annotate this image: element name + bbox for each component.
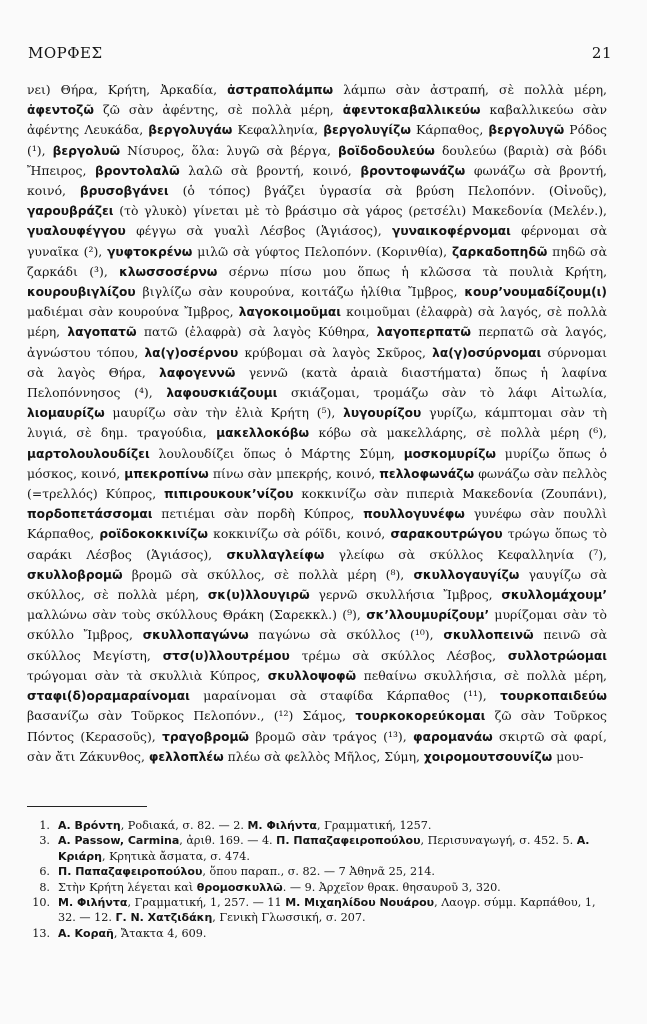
text-run: , ὅπου παραπ., σ. 82. — 7 Ἀθηνᾶ 25, 214.: [202, 865, 435, 879]
text-run: πηδῶ σὰ ζαρκάδι (³),: [27, 243, 607, 279]
text-run: Νίσυρος, ὅλα: λυγῶ σὰ βέργα,: [120, 142, 338, 158]
text-run: , Ροδιακά, σ. 82. — 2.: [120, 819, 248, 832]
headword: χοιρομουτσουνίζω: [423, 749, 553, 764]
text-run: , Γραμματική, 1257.: [316, 819, 432, 832]
footnote-text: [58, 864, 609, 879]
footnote: [24, 833, 609, 864]
body-text: [27, 80, 607, 767]
headword: σκυλλογαυγίζω: [413, 567, 520, 582]
headword: γυναικοφέρνομαι: [392, 224, 511, 239]
headword: Α. Κριάρη: [58, 834, 590, 863]
text-run: (ὁ τόπος) βγάζει ὑγρασία σὰ βρύση Πελοπόνν. (Οἰνοῦς),: [168, 183, 607, 199]
headword: ἀστραπολάμπω: [227, 83, 334, 97]
footnote-text: [58, 926, 609, 941]
footnote-number: 6.: [39, 865, 50, 879]
text-run: λάμπω σὰν ἀστραπή, σὲ πολλὰ μέρη,: [333, 82, 607, 97]
text-run: βιγλίζω σὰν κουρούνα, κοιτάζω ἡλίθια Ἴμβρος,: [135, 284, 465, 300]
text-run: κοκκινίζω σὰ ρόϊδι, κοινό,: [207, 526, 391, 542]
headword: σκυλλοπαγώνω: [142, 628, 249, 643]
headword: Α. Βρόντη: [58, 819, 121, 832]
headword: βεργολυγῶ: [488, 123, 565, 138]
headword: συλλοτρώομαι: [507, 648, 607, 663]
headword: σταφι(δ)οραμαραίνομαι: [27, 689, 190, 704]
headword: σαρακουτρώγου: [390, 527, 503, 542]
text-run: . — 9. Ἀρχεῖον θρακ. θησαυροῦ 3, 320.: [282, 880, 501, 894]
headword: στσ(υ)λλουτρέμου: [162, 648, 290, 663]
text-run: κόβω σὰ μακελλάρης, σὲ πολλὰ μέρη (⁶),: [309, 425, 607, 441]
text-run: μαδιέμαι σὰν κουρούνα Ἴμβρος,: [27, 304, 239, 320]
text-run: ζῶ σὰν ἀφέντης, σὲ πολλὰ μέρη,: [93, 102, 343, 118]
text-run: φέγγω σὰ γυαλὶ Λέσβος (Ἁγιάσος),: [125, 223, 393, 239]
headword: βεργολυγάω: [148, 123, 233, 138]
headword: μπεκροπίνω: [124, 466, 209, 481]
footnote-text: [58, 880, 609, 895]
text-run: νει) Θήρα, Κρήτη, Ἀρκαδία,: [27, 82, 228, 97]
headword: λαφογεννῶ: [159, 365, 236, 380]
footnote-number: 1.: [39, 819, 50, 832]
headword: πελλοφωνάζω: [379, 466, 475, 481]
text-run: μου-: [552, 748, 584, 764]
headword: σκ’λλουμυρίζουμ’: [366, 608, 490, 623]
headword: πορδοπετάσσομαι: [27, 507, 153, 522]
text-run: μυρίζω ὅπως ὁ μόσκος, κοινό,: [27, 445, 607, 481]
text-run: (τὸ γλυκὸ) γίνεται μὲ τὸ βράσιμο σὰ γάρος (ρετσέλι) Μακεδονία (Μελέν.),: [113, 203, 607, 219]
headword: κουρουβιγλίζου: [27, 285, 136, 300]
headword: σκυλλοβρομῶ: [27, 567, 123, 582]
text-run: καβαλλικεύω σὰν ἀφέντης Λευκάδα,: [27, 102, 607, 138]
text-run: τρέμω σὰ σκύλλος Λέσβος,: [289, 647, 508, 663]
headword: βεργολυγίζω: [323, 123, 411, 138]
running-header: [28, 44, 612, 64]
text-run: γερνῶ σκυλλήσια Ἴμβρος,: [309, 587, 502, 603]
headword: Μ. Μιχαηλίδου Νουάρου: [285, 896, 435, 910]
text-run: πίνω σὰν μπεκρής, κοινό,: [208, 465, 380, 481]
headword: τουρκοπαιδεύω: [500, 689, 607, 704]
running-title: ΜΟΡΦΕΣ: [28, 44, 103, 62]
text-run: γυρίζω, κάμπτομαι σὰν τὴ λυγιά, σὲ δημ. τραγούδια,: [27, 405, 607, 441]
headword: λα(γ)οσέρνου: [144, 345, 239, 360]
footnote-number: 8.: [39, 880, 50, 894]
text-run: σκιρτῶ σὰ φαρί, σὰν ἄτι Ζάκυνθος,: [27, 728, 607, 764]
text-run: Κεφαλληνία,: [232, 122, 324, 138]
headword: ἀφεντοκαβαλλικεύω: [342, 103, 481, 118]
headword: σκυλλαγλείφω: [226, 547, 325, 562]
headword: βεργολυῶ: [52, 143, 121, 158]
headword: βρυσοβγάνει: [79, 184, 169, 199]
headword: μακελλοκόβω: [216, 426, 310, 441]
footnote-number: 13.: [32, 926, 50, 940]
headword: γυφτοκρένω: [107, 244, 193, 259]
text-run: , Λαογρ. σύμμ. Καρπάθου, 1, 32. — 12.: [58, 896, 596, 925]
headword: λυγουρίζου: [343, 406, 422, 421]
headword: σκυλλοπεινῶ: [443, 628, 534, 643]
headword: φελλοπλέω: [148, 749, 224, 764]
text-run: περπατῶ σὰ λαγός, ἀγνώστου τόπου,: [27, 324, 607, 360]
text-run: γεννῶ (κατὰ ἀραιὰ διαστήματα) ὅπως ἡ λαφίνα Πελοπόννησος (⁴),: [27, 364, 607, 401]
footnote-number: 3.: [39, 834, 50, 848]
headword: Μ. Φιλήντα: [247, 819, 317, 832]
text-run: πλέω σὰ φελλὸς Μῆλος, Σύμη,: [223, 748, 424, 764]
text-run: , ἀριθ. 169. — 4.: [179, 834, 277, 848]
text-run: πατῶ (ἐλαφρὰ) σὰ λαγὸς Κύθηρα,: [136, 324, 377, 340]
text-run: Κάρπαθος,: [410, 122, 489, 138]
text-run: μαλλώνω σὰν τοὺς σκύλλους Θράκη (Σαρεκκλ.) (⁹),: [27, 607, 367, 623]
text-run: γλείφω σὰ σκύλλος Κεφαλληνία (⁷),: [324, 546, 607, 562]
text-run: πετιέμαι σὰν πορδὴ Κύπρος,: [152, 506, 364, 522]
text-run: πεινῶ σὰ σκύλλος Μεγίστη,: [27, 627, 607, 663]
text-run: κρύβομαι σὰ λαγὸς Σκῦρος,: [238, 344, 433, 360]
text-run: λουλουδίζει ὅπως ὁ Μάρτης Σύμη,: [149, 445, 404, 461]
footnote-text: [58, 895, 609, 926]
text-run: φέρνομαι σὰ γυναῖκα (²),: [27, 223, 607, 259]
headword: βροντολαλῶ: [95, 163, 180, 178]
headword: Μ. Φιλήντα: [58, 896, 128, 910]
text-run: κοκκινίζω σὰν πιπεριὰ Μακεδονία (Ζουπάνι),: [293, 486, 608, 502]
text-run: πεθαίνω σκυλλήσια, σὲ πολλὰ μέρη,: [356, 667, 607, 683]
text-run: σκιάζομαι, τρομάζω σὰν τὸ λάφι Αἰτωλία,: [277, 385, 608, 401]
text-run: ζῶ σὰν Τοῦρκος Πόντος (Κερασοῦς),: [27, 708, 607, 744]
text-run: λαλῶ σὰ βροντή, κοινό,: [179, 162, 361, 178]
text-run: Ρόδος (¹),: [27, 122, 607, 158]
footnote-text: [58, 833, 609, 864]
text-run: Στὴν Κρήτη λέγεται καὶ: [58, 880, 197, 894]
text-run: , Κρητικὰ ἄσματα, σ. 474.: [101, 849, 250, 863]
headword: ζαρκαδοπηδῶ: [451, 244, 548, 259]
text-run: , Γραμματική, 1, 257. — 11: [127, 896, 286, 910]
headword: Α. Κοραῆ: [58, 926, 114, 940]
text-run: μυρίζομαι σὰν τὸ σκύλλο Ἴμβρος,: [27, 607, 607, 643]
text-run: , Ἄτακτα 4, 609.: [113, 926, 207, 940]
text-run: φωνάζω σὰν πελλὸς (=τρελλός) Κύπρος,: [27, 465, 607, 502]
headword: κλωσσοσέρνω: [119, 264, 218, 279]
page-number: 21: [591, 44, 612, 62]
headword: λαγοκοιμοῦμαι: [238, 305, 341, 320]
headword: πουλλογυνέφω: [363, 507, 465, 522]
headword: σκ(υ)λλουγιρῶ: [207, 588, 310, 603]
footnote-separator: [27, 806, 147, 807]
footnote: [24, 895, 609, 926]
headword: ἀφεντοζῶ: [27, 103, 94, 118]
headword: λαφουσκιάζουμι: [166, 386, 278, 401]
footnote-text: [58, 818, 609, 833]
footnote: [24, 864, 609, 879]
text-run: , Περισυναγωγή, σ. 452. 5.: [420, 834, 577, 848]
footnote-number: 10.: [32, 896, 50, 910]
headword: γαρουβράζει: [27, 204, 114, 219]
text-run: βρομῶ σὰν τράγος (¹³),: [249, 728, 414, 744]
text-run: φωνάζω σὰ βροντή, κοινό,: [27, 162, 607, 199]
headword: γυαλουφέγγου: [27, 224, 126, 239]
headword: φαρομανάω: [413, 729, 493, 744]
headword: λιομαυρίζω: [27, 406, 105, 421]
headword: πιπιρουκουκ’νίζου: [164, 487, 294, 502]
footnotes: [24, 818, 609, 941]
headword: μαρτολουλουδίζει: [27, 446, 150, 461]
text-run: μαυρίζω σὰν τὴν ἐλιὰ Κρήτη (⁵),: [104, 405, 344, 421]
footnote: [24, 818, 609, 833]
text-run: παγώνω σὰ σκύλλος (¹⁰),: [248, 627, 444, 643]
headword: λαγοπερπατῶ: [376, 325, 472, 340]
headword: σκυλλοψοφῶ: [267, 668, 357, 683]
text-run: σύρνομαι σὰ λαγὸς Θήρα,: [27, 344, 608, 380]
headword: λα(γ)οσύρνομαι: [432, 345, 542, 360]
footnote: [24, 880, 609, 895]
headword: τραγοβρομῶ: [162, 729, 250, 744]
text-run: μιλῶ σὰ γύφτος Πελοπόνν. (Κορινθία),: [192, 243, 452, 259]
headword: βροντοφωνάζω: [360, 163, 466, 178]
headword: θρομοσκυλλῶ: [196, 880, 283, 894]
text-run: βρομῶ σὰ σκύλλος, σὲ πολλὰ μέρη (⁸),: [122, 566, 414, 582]
text-run: κοιμοῦμαι (ἐλαφρὰ) σὰ λαγός, σὲ πολλὰ μέρη,: [27, 304, 607, 340]
headword: τουρκοκορεύκομαι: [355, 709, 486, 724]
text-run: μαραίνομαι σὰ σταφίδα Κάρπαθος (¹¹),: [189, 688, 501, 704]
text-run: γαυγίζω σὰ σκύλλος, σὲ πολλὰ μέρη,: [27, 566, 608, 603]
text-run: γυνέφω σὰν πουλλὶ Κάρπαθος,: [27, 506, 607, 542]
headword: Π. Παπαζαφειροπούλου: [58, 865, 203, 879]
headword: λαγοπατῶ: [67, 325, 137, 340]
headword: σκυλλομάχουμ’: [501, 588, 607, 603]
headword: Π. Παπαζαφειροπούλου: [276, 834, 421, 848]
text-run: βασανίζω σὰν Τοῦρκος Πελοπόνν., (¹²) Σάμος,: [27, 708, 356, 724]
headword: ροϊδοκοκκινίζω: [99, 527, 208, 542]
text-run: σέρνω πίσω μου ὅπως ἡ κλῶσσα τὰ πουλιὰ Κρήτη,: [217, 263, 608, 279]
headword: κουρ’νουμαδίζουμ(ι): [464, 285, 607, 300]
headword: βοϊδοδουλεύω: [338, 143, 435, 158]
text-run: τρώγω ὅπως τὸ σαράκι Λέσβος (Ἁγιάσος),: [27, 526, 607, 562]
headword: Α. Passow, Carmina: [58, 834, 180, 848]
text-run: δουλεύω (βαριὰ) σὰ βόδι Ἤπειρος,: [27, 142, 608, 178]
footnote: [24, 926, 609, 941]
text-run: , Γενικὴ Γλωσσική, σ. 207.: [212, 911, 366, 925]
headword: Γ. Ν. Χατζιδάκη: [115, 911, 213, 925]
headword: μοσκομυρίζω: [403, 446, 497, 461]
text-run: τρώγομαι σὰν τὰ σκυλλιὰ Κύπρος,: [27, 667, 268, 683]
